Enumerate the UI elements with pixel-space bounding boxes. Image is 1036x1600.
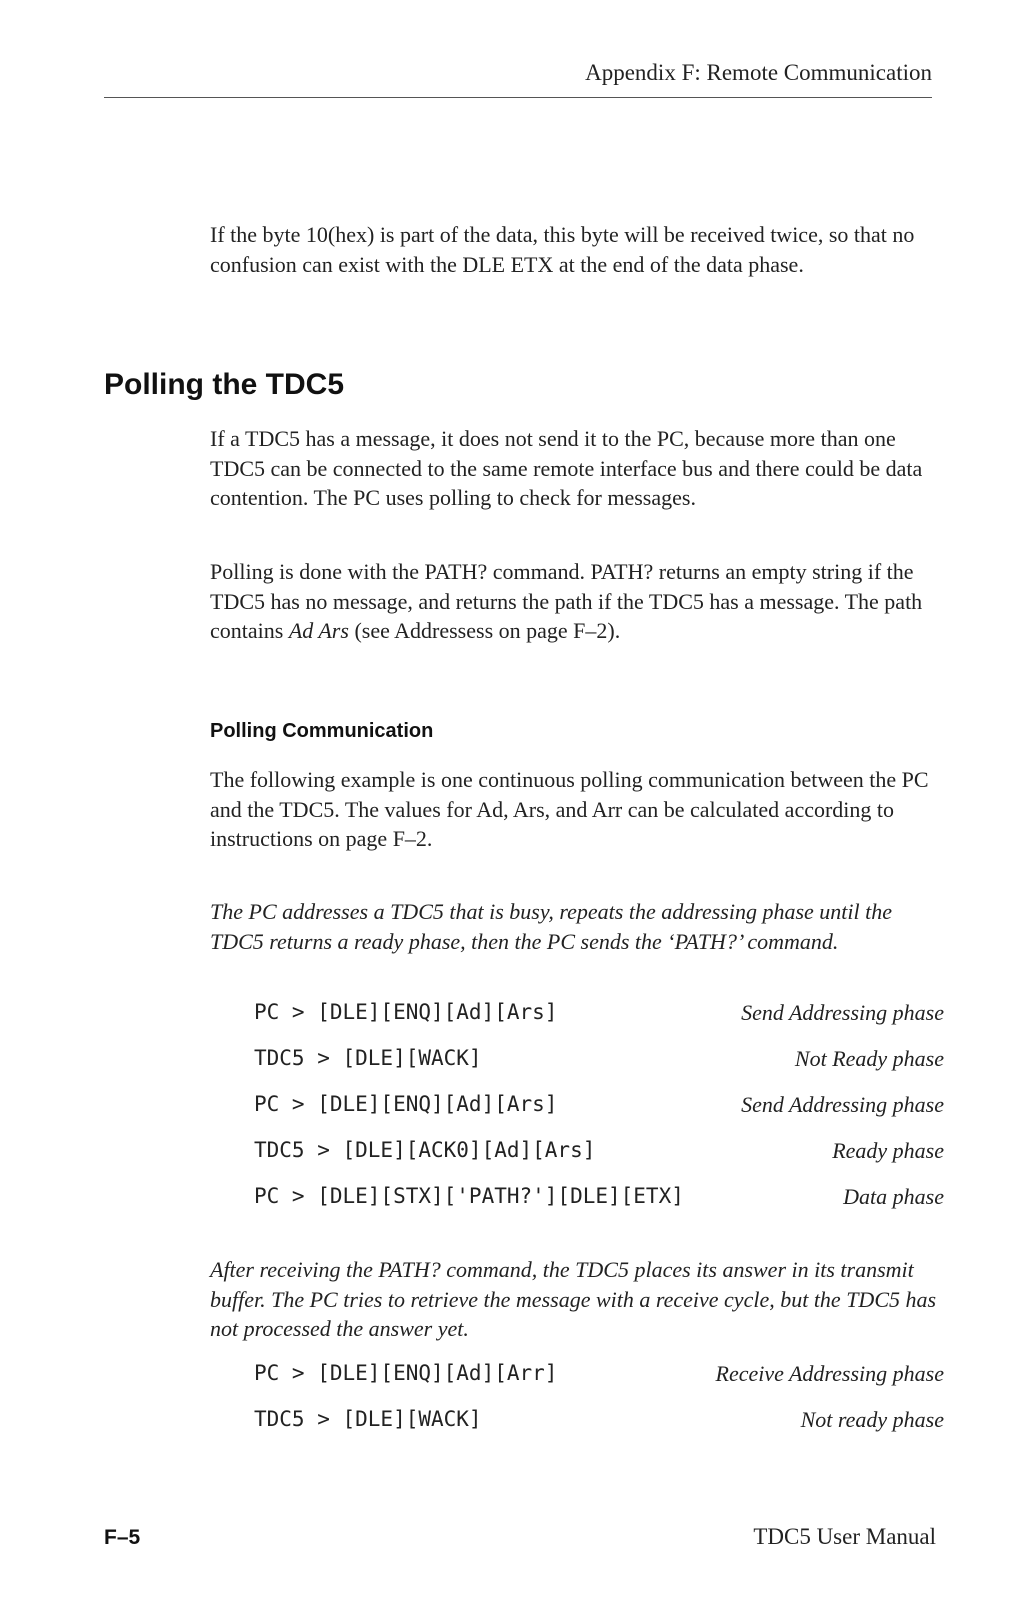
- section-paragraph-2: [210, 557, 945, 646]
- subsection-paragraph: The following example is one continuous polling communication between the PC and the TDC5. The values for Ad, Ars, and Arr can be calculated according to instructions on page F–2.: [210, 767, 929, 851]
- command-description: Not ready phase: [800, 1407, 944, 1432]
- command-description: Send Addressing phase: [741, 1000, 944, 1025]
- page-header-title: Appendix F: Remote Communication: [585, 60, 932, 85]
- command-code: PC > [DLE][ENQ][Ad][Arr]: [254, 1361, 558, 1385]
- command-row: [254, 1184, 944, 1230]
- command-code: TDC5 > [DLE][WACK]: [254, 1046, 482, 1070]
- header-rule: [104, 97, 932, 98]
- command-description: Send Addressing phase: [741, 1092, 944, 1117]
- footer-page-number: F–5: [104, 1526, 141, 1549]
- section-heading: Polling the TDC5: [104, 368, 344, 401]
- command-row: [254, 1000, 944, 1046]
- command-code: TDC5 > [DLE][WACK]: [254, 1407, 482, 1431]
- example-2-caption: After receiving the PATH? command, the TDC5 places its answer in its transmit buffer. The PC tries to retrieve the message with a receive cycle, but the TDC5 has not processed the answer yet.: [210, 1257, 937, 1341]
- command-code: PC > [DLE][STX]['PATH?'][DLE][ETX]: [254, 1184, 684, 1208]
- footer-manual-title: TDC5 User Manual: [753, 1524, 936, 1549]
- p2-text-italic: Ad Ars: [288, 618, 349, 643]
- command-code: PC > [DLE][ENQ][Ad][Ars]: [254, 1092, 558, 1116]
- command-description: Ready phase: [832, 1138, 944, 1163]
- command-row: [254, 1138, 944, 1184]
- section-paragraph-1: If a TDC5 has a message, it does not send it to the PC, because more than one TDC5 can be connected to the same remote interface bus and there could be data contention. The PC uses polling to check for messages.: [210, 426, 923, 510]
- command-row: [254, 1361, 944, 1407]
- example-1-commands: [254, 1000, 944, 1230]
- command-row: [254, 1046, 944, 1092]
- p2-text-after: (see Addressess on page F–2).: [348, 618, 621, 643]
- command-row: [254, 1407, 944, 1453]
- example-1-caption: The PC addresses a TDC5 that is busy, repeats the addressing phase until the TDC5 returns a ready phase, then the PC sends the ‘PATH?’ command.: [210, 899, 892, 954]
- intro-paragraph: If the byte 10(hex) is part of the data, this byte will be received twice, so that no confusion can exist with the DLE ETX at the end of the data phase.: [210, 222, 915, 277]
- command-row: [254, 1092, 944, 1138]
- command-description: Data phase: [843, 1184, 944, 1209]
- command-code: TDC5 > [DLE][ACK0][Ad][Ars]: [254, 1138, 596, 1162]
- command-code: PC > [DLE][ENQ][Ad][Ars]: [254, 1000, 558, 1024]
- command-description: Not Ready phase: [794, 1046, 944, 1071]
- subsection-heading: Polling Communication: [210, 720, 434, 742]
- example-2-commands: [254, 1361, 944, 1453]
- p2-text-before: Polling is done with the PATH? command. PATH? returns an empty string if the TDC5 has no message, and returns the path if the TDC5 has a message. The path contains: [210, 559, 923, 643]
- command-description: Receive Addressing phase: [715, 1361, 944, 1386]
